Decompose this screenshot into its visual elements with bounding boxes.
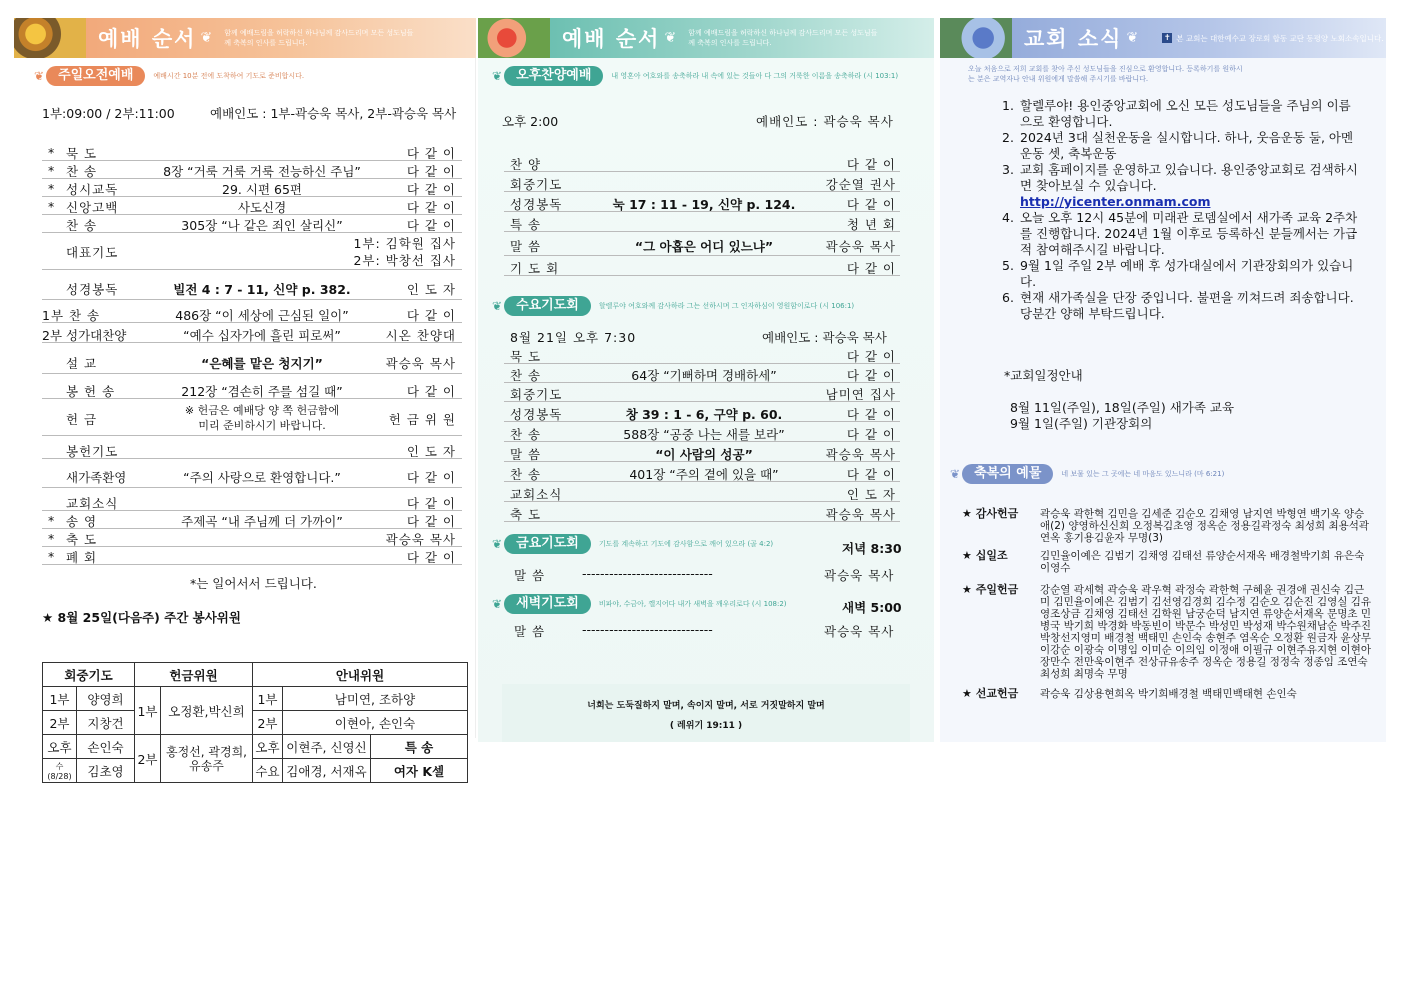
friday-time: 저녁 8:30 (842, 541, 902, 556)
volunteer-cell: 오후 (43, 735, 77, 759)
order-row: * 성시교독 29. 시편 65편 다 같 이 (42, 180, 462, 197)
notice-item: 5. 9월 1일 주일 2부 예배 후 성가대실에서 기관장회의가 있습니다. (1002, 258, 1354, 289)
leaf-icon: ❦ (34, 69, 45, 83)
header-title: 예배 순서 (562, 27, 661, 51)
section-title: 축복의 예물 (962, 464, 1053, 484)
header-title: 교회 소식 (1024, 27, 1123, 51)
volunteer-cell: 2부 (253, 711, 283, 735)
offering-sunday: ★ 주일헌금 강순열 곽세혁 곽승욱 곽우혁 곽정숙 곽한혁 구혜윤 권경애 권신숙 김근미 김민율이예은 김범기 김선영김경희 김수정 김순오 김순진 김영실 김유영조상금 김채영 김태선 김학원 남궁순덕 남지연 류양순서재옥 문명초 민병국 박기희 박경화 박동빈이 박문수 박성민 박성재 박수원채남순 박주진 박창선지영미 배경철 백태민 손인숙 송현주 염옥순 오정환 원금자 윤상무 이강순 이광숙 이명임 이미순 이의임 이정애 이필규 이현주유지현 이현아 장만수 전만욱이현주 전상규유송주 정옥순 정용길 정정숙 정종임 조연숙 최성희 최명숙 무명 (962, 583, 1371, 680)
friday-person: 곽승욱 목사 (824, 568, 895, 583)
homepage-link[interactable]: http://yicenter.onmam.com (1020, 194, 1211, 209)
volunteer-cell: 1부 (253, 687, 283, 711)
section-afternoon-worship (492, 66, 898, 86)
afternoon-time: 오후 2:00 (502, 114, 559, 129)
order-row: 1부 찬 송 486장 “이 세상에 근심된 일이” 다 같 이 (42, 306, 462, 323)
order-row-prayer: 대표기도 1부: 김학원 집사 2부: 박창선 집사 (42, 234, 462, 270)
leaf-icon: ❦ (492, 597, 503, 611)
volunteer-cell: 2부 (43, 711, 77, 735)
volunteer-cell: 여자 K셀 (371, 759, 468, 783)
dawn-label: 말 씀 (514, 624, 546, 639)
volunteer-cell: 홍정선, 곽경희,유송주 (161, 735, 253, 783)
section-dawn-prayer (492, 594, 787, 614)
notice-item: 4. 오늘 오후 12시 45분에 미래관 로뎀실에서 새가족 교육 2주차를 진행합니다. 2024년 1월 이후로 등록하신 분들께서는 가급적 참여해주시길 바랍니다. (1002, 210, 1358, 257)
notice-item: 2. 2024년 3대 실천운동을 실시합니다. 하나, 웃음운동 둘, 아멘운동 셋, 축복운동 (1002, 130, 1354, 161)
sunflower-photo (14, 18, 86, 58)
dawn-time: 새벽 5:00 (842, 600, 902, 615)
section-desc: 예배시간 10분 전에 도착하여 기도로 준비합시다. (153, 72, 305, 80)
order-row: 회중기도 강순열 권사 (504, 174, 900, 192)
order-row: 교회소식 다 같 이 (42, 494, 462, 511)
order-row-offering: 헌 금 ※ 헌금은 예배당 양 쪽 헌금함에 미리 준비하시기 바랍니다. 헌 금 위 원 (42, 402, 462, 436)
order-row-sermon: 설 교 “은혜를 맡은 청지기” 곽승욱 목사 (42, 352, 462, 374)
dawn-person: 곽승욱 목사 (824, 624, 895, 639)
order-row: 성경봉독 눅 17 : 11 - 19, 신약 p. 124. 다 같 이 (504, 194, 900, 212)
offering-tithe: ★ 십일조 김민율이예은 김범기 김채영 김태선 류양순서재옥 배경철박기희 유은숙 이영수 (962, 549, 1365, 574)
cross-icon: ✝ (1163, 33, 1171, 42)
order-row: 찬 양 다 같 이 (504, 154, 900, 172)
section-desc: 내 영혼아 여호와를 송축하라 내 속에 있는 것들아 다 그의 거룩한 이름을 송축하라 (시 103:1) (611, 72, 899, 80)
header-subtitle: 함께 예배드림을 허락하신 하나님께 감사드리며 모든 성도님들께 축복의 인사를 드립니다. (224, 29, 414, 47)
flower-photo (478, 18, 550, 58)
order-row: 축 도 곽승욱 목사 (504, 504, 900, 522)
order-row: 묵 도 다 같 이 (504, 346, 900, 364)
order-row: 말 씀 “이 사람의 성공” 곽승욱 목사 (504, 444, 900, 462)
morning-worship-panel (14, 58, 476, 781)
service-times: 1부:09:00 / 2부:11:00 (42, 106, 175, 121)
order-row: * 폐 회 다 같 이 (42, 548, 462, 565)
volunteer-cell: 이현아, 손인숙 (283, 711, 468, 735)
footer-verse: 너희는 도둑질하지 말며, 속이지 말며, 서로 거짓말하지 말며 (587, 701, 825, 711)
wednesday-time: 8월 21일 오후 7:30 (510, 330, 637, 345)
order-row: 봉헌기도 인 도 자 (42, 442, 462, 459)
leaf-icon: ❦ (664, 30, 677, 46)
stand-note: *는 일어서서 드립니다. (190, 576, 317, 591)
order-row: 찬 송 305장 “나 같은 죄인 살리신” 다 같 이 (42, 216, 462, 233)
header-worship-order-2 (478, 18, 934, 58)
volunteer-cell: 이현주, 신영신 (283, 735, 371, 759)
leaf-icon: ❦ (950, 467, 961, 481)
order-row: 회중기도 남미연 집사 (504, 384, 900, 402)
order-row: 성경봉독 창 39 : 1 - 6, 구약 p. 60. 다 같 이 (504, 404, 900, 422)
offering-mission: ★ 선교헌금 곽승욱 김상용현희옥 박기희배경철 백태민백태현 손인숙 (962, 687, 1297, 700)
header-title: 예배 순서 (98, 27, 197, 51)
volunteer-cell: 2부 (135, 735, 161, 783)
offering-thanks: ★ 감사헌금 곽승욱 곽한혁 김민을 김세준 김순오 김채영 남지연 박형연 백기옥 양승애(2) 양영하신신희 오정복김초영 정옥순 정용길곽정숙 최성희 최용석곽연옥 홍기용김윤자 무명(3) (962, 507, 1370, 544)
order-row: * 묵 도 다 같 이 (42, 144, 462, 161)
section-blessing-offering (950, 464, 1224, 484)
service-leader: 예배인도 : 1부-곽승욱 목사, 2부-곽승욱 목사 (210, 106, 457, 121)
order-row: * 송 영 주제곡 “내 주님께 더 가까이” 다 같 이 (42, 512, 462, 529)
weekday-worship-panel (478, 58, 934, 742)
volunteer-cell: 특 송 (371, 735, 468, 759)
order-row-reading: 성경봉독 빌전 4 : 7 - 11, 신약 p. 382. 인 도 자 (42, 278, 462, 300)
order-row: 찬 송 401장 “주의 곁에 있을 때” 다 같 이 (504, 464, 900, 482)
notice-item: 6. 현재 새가족실을 단장 중입니다. 불편을 끼쳐드려 죄송합니다. 당분간 양해 부탁드립니다. (1002, 290, 1354, 321)
section-morning-worship (34, 66, 304, 86)
leaf-icon: ❦ (200, 30, 213, 46)
header-church-news (940, 18, 1386, 58)
volunteer-cell: 오후 (253, 735, 283, 759)
volunteer-cell: 김애경, 서재옥 (283, 759, 371, 783)
welcome-intro: 오늘 처음으로 저희 교회를 찾아 주신 성도님들을 진심으로 환영합니다. 등록하기를 원하시는 분은 교역자나 안내 위원에게 말씀해 주시기를 바랍니다. (968, 65, 1243, 83)
volunteer-header: 회중기도 (43, 663, 135, 687)
wednesday-leader: 예배인도 : 곽승욱 목사 (762, 330, 887, 345)
order-of-worship-column-weekday (478, 18, 934, 742)
section-title: 금요기도회 (504, 534, 591, 554)
order-row: 찬 송 588장 “공중 나는 새를 보라” 다 같 이 (504, 424, 900, 442)
footer-verse-ref: ( 레위기 19:11 ) (669, 721, 743, 731)
volunteer-cell: 지창건 (77, 711, 135, 735)
schedule-item: 8월 11일(주일), 18일(주일) 새가족 교육 (1010, 400, 1235, 415)
order-row: * 축 도 곽승욱 목사 (42, 530, 462, 547)
section-wednesday-prayer (492, 296, 854, 316)
volunteer-cell: 수요 (253, 759, 283, 783)
footer-verse-box (502, 684, 910, 742)
volunteer-cell: 수(8/28) (43, 759, 77, 783)
afternoon-leader: 예배인도 : 곽승욱 목사 (756, 114, 894, 129)
order-of-worship-column-morning (14, 18, 476, 781)
volunteer-cell: 오정환,박신희 (161, 687, 253, 735)
leaf-icon: ❦ (492, 69, 503, 83)
notice-item: 3. 교회 홈페이지를 운영하고 있습니다. 용인중앙교회로 검색하시면 찾아보실 수 있습니다. (1002, 162, 1358, 193)
header-subtitle: 함께 예배드림을 허락하신 하나님께 감사드리며 모든 성도님들께 축복의 인사를 드립니다. (688, 29, 878, 47)
volunteer-cell: 1부 (135, 687, 161, 735)
leaf-icon: ❦ (1126, 30, 1139, 46)
volunteer-title: ★ 8월 25일(다음주) 주간 봉사위원 (42, 610, 241, 625)
order-row: 기 도 회 다 같 이 (504, 258, 900, 276)
volunteer-cell: 1부 (43, 687, 77, 711)
order-row: 특 송 청 년 회 (504, 214, 900, 232)
order-row: 말 씀 “그 아홉은 어디 있느냐” 곽승욱 목사 (504, 236, 900, 256)
section-title: 새벽기도회 (504, 594, 591, 614)
header-denomination-note: ✝ 본 교회는 대한예수교 장로회 합동 교단 동평양 노회소속입니다. (1163, 33, 1384, 43)
section-desc: 비파야, 수금아, 깰지어다 내가 새벽을 깨우리로다 (시 108:2) (598, 600, 787, 608)
homepage-link-wrap (1020, 194, 1362, 210)
schedule-title: *교회일정안내 (1004, 368, 1083, 383)
volunteer-header: 안내위원 (253, 663, 468, 687)
order-row: 찬 송 64장 “기뻐하며 경배하세” 다 같 이 (504, 365, 900, 383)
order-row: 봉 헌 송 212장 “겸손히 주를 섬길 때” 다 같 이 (42, 382, 462, 399)
section-title: 오후찬양예배 (504, 66, 603, 86)
section-title: 주일오전예배 (46, 66, 145, 86)
volunteer-cell: 남미연, 조하양 (283, 687, 468, 711)
schedule-item: 9월 1일(주일) 기관장회의 (1010, 416, 1153, 431)
notice-list (1002, 98, 1362, 322)
order-row: 2부 성가대찬양 “예수 십자가에 흘린 피로써” 시온 찬양대 (42, 326, 462, 343)
section-desc: 할렐루야 여호와께 감사하라 그는 선하시며 그 인자하심이 영원함이로다 (시 106:1) (598, 302, 855, 310)
order-row: * 찬 송 8장 “거룩 거룩 거룩 전능하신 주님” 다 같 이 (42, 162, 462, 179)
volunteer-cell: 김초영 (77, 759, 135, 783)
volunteer-table (42, 662, 468, 783)
friday-dashes: ----------------------------- (582, 566, 713, 581)
section-friday-prayer (492, 534, 773, 554)
leaf-icon: ❦ (492, 537, 503, 551)
order-row: * 신앙고백 사도신경 다 같 이 (42, 198, 462, 215)
volunteer-header: 헌금위원 (135, 663, 253, 687)
notice-item: 1. 할렐루야! 용인중앙교회에 오신 모든 성도님들을 주님의 이름으로 환영합니다. (1002, 98, 1351, 129)
church-news-panel (940, 58, 1386, 742)
section-title: 수요기도회 (504, 296, 591, 316)
friday-label: 말 씀 (514, 568, 546, 583)
leaf-icon: ❦ (492, 299, 503, 313)
section-desc: 기도를 계속하고 기도에 감사함으로 깨어 있으라 (골 4:2) (598, 540, 774, 548)
order-row-welcome: 새가족환영 “주의 사랑으로 환영합니다.” 다 같 이 (42, 466, 462, 488)
dawn-dashes: ----------------------------- (582, 622, 713, 637)
blue-flower-photo (940, 18, 1012, 58)
order-row: 교회소식 인 도 자 (504, 484, 900, 502)
church-news-column (940, 18, 1386, 742)
header-worship-order-1 (14, 18, 476, 58)
volunteer-cell: 손인숙 (77, 735, 135, 759)
section-desc: 네 보물 있는 그 곳에는 네 마음도 있느니라 (마 6:21) (1061, 470, 1225, 478)
volunteer-cell: 양영희 (77, 687, 135, 711)
